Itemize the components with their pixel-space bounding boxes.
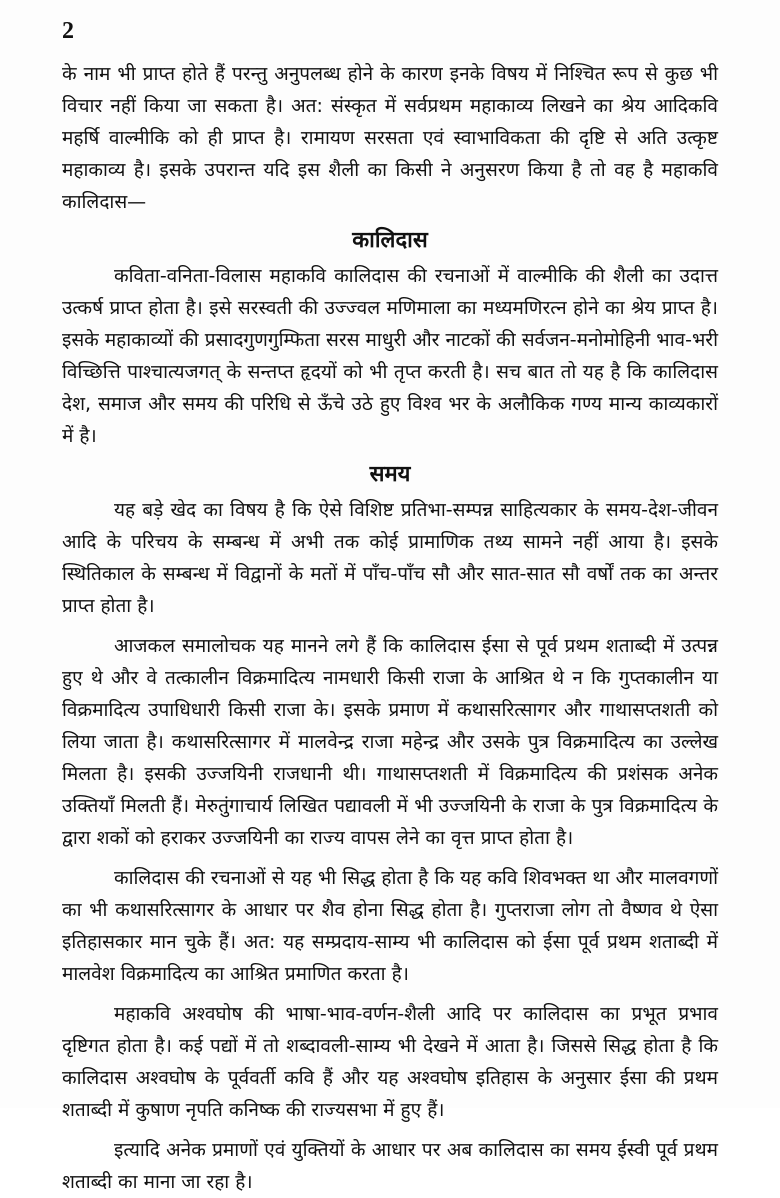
page-number: 2	[62, 18, 74, 44]
samay-paragraph-4: महाकवि अश्वघोष की भाषा-भाव-वर्णन-शैली आदि पर कालिदास का प्रभूत प्रभाव दृष्टिगत होता है। कई पद्यों में तो शब्दावली-साम्य भी देखने में आता है। जिससे सिद्ध होता है कि कालिदास अश्वघोष के पूर्ववर्ती कवि हैं और यह अश्वघोष इतिहास के अनुसार ईसा की प्रथम शताब्दी में कुषाण नृपति कनिष्क की राज्यसभा में हुए हैं।	[62, 1003, 718, 1121]
kalidas-paragraph-1: कविता-वनिता-विलास महाकवि कालिदास की रचनाओं में वाल्मीकि की शैली का उदात्त उत्कर्ष प्राप्त होता है। इसे सरस्वती की उज्ज्वल मणिमाला का मध्यमणिरत्न होने का श्रेय प्राप्त है। इसके महाकाव्यों की प्रसादगुणगुम्फिता सरस माधुरी और नाटकों की सर्वजन-मनोमोहिनी भाव-भरी विच्छित्ति पाश्चात्यजगत् के सन्तप्त हृदयों को भी तृप्त करती है। सच बात तो यह है कि कालिदास देश, समाज और समय की परिधि से ऊँचे उठे हुए विश्व भर के अलौकिक गण्य मान्य काव्यकारों में है।	[62, 265, 718, 447]
samay-paragraph-3: कालिदास की रचनाओं से यह भी सिद्ध होता है कि यह कवि शिवभक्त था और मालवगणों का भी कथासरित्सागर के आधार पर शैव होना सिद्ध होता है। गुप्तराजा लोग तो वैष्णव थे ऐसा इतिहासकार मान चुके हैं। अत: यह सम्प्रदाय-साम्य भी कालिदास को ईसा पूर्व प्रथम शताब्दी में मालवेश विक्रमादित्य का आश्रित प्रमाणित करता है।	[62, 867, 718, 985]
intro-paragraph: के नाम भी प्राप्त होते हैं परन्तु अनुपलब्ध होने के कारण इनके विषय में निश्चित रूप से कुछ भी विचार नहीं किया जा सकता है। अत: संस्कृत में सर्वप्रथम महाकाव्य लिखने का श्रेय आदिकवि महर्षि वाल्मीकि को ही प्राप्त है। रामायण सरसता एवं स्वाभाविकता की दृष्टि से अति उत्कृष्ट महाकाव्य है। इसके उपरान्त यदि इस शैली का किसी ने अनुसरण किया है तो वह है महाकवि कालिदास—	[62, 63, 718, 213]
section-heading-kalidas: कालिदास	[352, 228, 428, 253]
section-heading-samay: समय	[369, 462, 411, 487]
samay-paragraph-2: आजकल समालोचक यह मानने लगे हैं कि कालिदास ईसा से पूर्व प्रथम शताब्दी में उत्पन्न हुए थे और वे तत्कालीन विक्रमादित्य नामधारी किसी राजा के आश्रित थे न कि गुप्तकालीन या विक्रमादित्य उपाधिधारी किसी राजा के। इसके प्रमाण में कथासरित्सागर और गाथासप्तशती को लिया जाता है। कथासरित्सागर में मालवेन्द्र राजा महेन्द्र और उसके पुत्र विक्रमादित्य का उल्लेख मिलता है। इसकी उज्जयिनी राजधानी थी। गाथासप्तशती में विक्रमादित्य की प्रशंसक अनेक उक्तियाँ मिलती हैं। मेरुतुंगाचार्य लिखित पद्यावली में भी उज्जयिनी के राजा के पुत्र विक्रमादित्य के द्वारा शकों को हराकर उज्जयिनी का राज्य वापस लेने का वृत्त प्राप्त होता है।	[62, 635, 718, 849]
samay-paragraph-5: इत्यादि अनेक प्रमाणों एवं युक्तियों के आधार पर अब कालिदास का समय ईस्वी पूर्व प्रथम शताब्दी का माना जा रहा है।	[62, 1139, 718, 1193]
page-body	[62, 58, 718, 1198]
samay-paragraph-1: यह बड़े खेद का विषय है कि ऐसे विशिष्ट प्रतिभा-सम्पन्न साहित्यकार के समय-देश-जीवन आदि के परिचय के सम्बन्ध में अभी तक कोई प्रामाणिक तथ्य सामने नहीं आया है। इसके स्थितिकाल के सम्बन्ध में विद्वानों के मतों में पाँच-पाँच सौ और सात-सात सौ वर्षों तक का अन्तर प्राप्त होता है।	[62, 499, 718, 617]
